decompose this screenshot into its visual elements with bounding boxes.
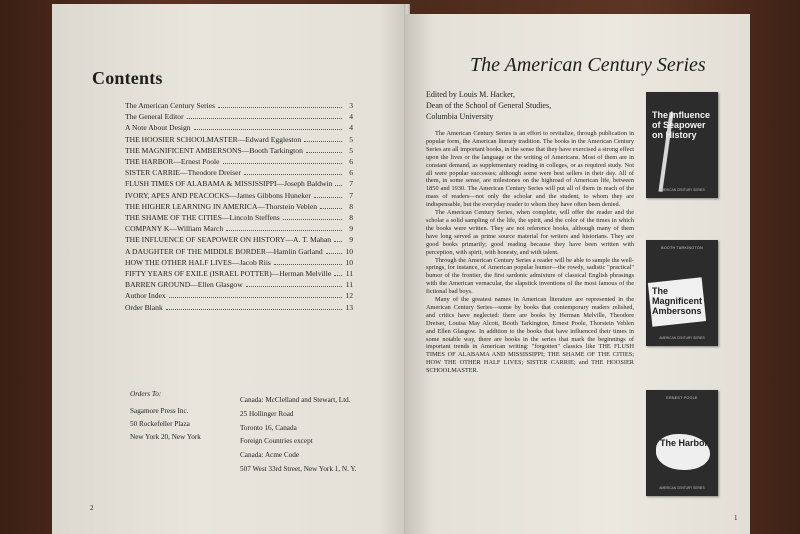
toc-entry-page: 4: [349, 123, 353, 133]
book-cover-footer: AMERICAN CENTURY SERIES: [659, 486, 705, 490]
book-cover-harbor: [646, 390, 718, 496]
toc-leader: [187, 118, 342, 119]
toc-entry-title: THE HARBOR—Ernest Poole: [125, 157, 220, 167]
toc-leader: [306, 152, 342, 153]
toc-entry: [125, 268, 353, 279]
toc-entry: [125, 212, 353, 223]
toc-entry: [125, 190, 353, 201]
toc-entry: [125, 290, 353, 301]
toc-entry: [125, 167, 353, 178]
book-cover-ambersons: [646, 240, 718, 346]
toc-entry-page: 10: [345, 246, 353, 256]
orders-block: [130, 388, 201, 444]
toc-entry-title: COMPANY K—William March: [125, 224, 224, 234]
toc-leader: [169, 297, 342, 298]
series-title: The American Century Series: [470, 54, 706, 76]
book-cover-footer: AMERICAN CENTURY SERIES: [659, 188, 705, 192]
right-page: [406, 14, 750, 534]
canada-line: 507 West 33rd Street, New York 1, N. Y.: [240, 464, 357, 473]
toc-leader: [335, 185, 342, 186]
toc-leader: [283, 219, 342, 220]
toc-entry-title: A DAUGHTER OF THE MIDDLE BORDER—Hamlin Garland: [125, 246, 323, 256]
toc-entry-page: 5: [349, 134, 353, 144]
toc-leader: [223, 163, 343, 164]
toc-leader: [246, 286, 342, 287]
toc-entry-page: 8: [349, 201, 353, 211]
toc-entry: [125, 100, 353, 111]
toc-entry-title: The American Century Series: [125, 101, 216, 110]
toc-leader: [244, 174, 342, 175]
toc-entry: [125, 234, 353, 245]
orders-line: 50 Rockefeller Plaza: [130, 420, 190, 428]
toc-leader: [334, 241, 342, 242]
toc-entry: [125, 122, 353, 133]
book-cover-author: ERNEST POOLE: [666, 396, 698, 400]
toc-entry-title: FIFTY YEARS OF EXILE (ISRAEL POTTER)—Herman Melville: [125, 269, 332, 279]
book-cover-title: The Magnificent Ambersons: [652, 286, 703, 316]
toc-entry-title: THE HOOSIER SCHOOLMASTER—Edward Eggleston: [125, 134, 302, 144]
toc-entry: [125, 302, 353, 313]
orders-line: New York 20, New York: [130, 433, 201, 441]
toc-entry-page: 5: [349, 145, 353, 155]
toc-entry-title: THE MAGNIFICENT AMBERSONS—Booth Tarkington: [125, 145, 303, 155]
editor-line: Columbia University: [426, 111, 494, 121]
toc-entry-page: 11: [345, 280, 353, 290]
toc-leader: [320, 208, 342, 209]
toc-entry: [125, 201, 353, 212]
toc-entry-page: 11: [345, 269, 353, 279]
toc-entry: [125, 257, 353, 268]
toc-entry-page: 12: [345, 291, 353, 301]
toc-entry: [125, 178, 353, 189]
toc-leader: [218, 107, 342, 108]
canada-line: Canada: Acme Code: [240, 451, 300, 460]
toc-leader: [304, 141, 342, 142]
book-cover-title: The Harbor: [660, 438, 709, 448]
book-cover-title: The Influence of Seapower on History: [652, 110, 711, 140]
toc-leader: [274, 264, 342, 265]
book-cover-footer: AMERICAN CENTURY SERIES: [659, 336, 705, 340]
orders-line: Sagamore Press Inc.: [130, 407, 189, 415]
table-of-contents: [125, 100, 353, 313]
left-page: [52, 4, 408, 534]
toc-entry-title: HOW THE OTHER HALF LIVES—Jacob Riis: [125, 257, 271, 267]
toc-entry-title: THE INFLUENCE OF SEAPOWER ON HISTORY—A. T. Mahan: [125, 235, 332, 245]
toc-entry: [125, 223, 353, 234]
book-cover-author: BOOTH TARKINGTON: [661, 246, 703, 250]
canada-address-block: [240, 394, 356, 477]
toc-entry-title: Order Blank: [125, 302, 163, 312]
toc-entry: [125, 246, 353, 257]
toc-entry: [125, 145, 353, 156]
canada-line: Canada: McClelland and Stewart, Ltd.: [240, 396, 351, 404]
toc-entry-page: 13: [345, 302, 353, 312]
toc-entry-page: 4: [349, 112, 353, 122]
toc-entry-title: A Note About Design: [125, 123, 191, 133]
right-page-number: 1: [734, 514, 738, 522]
toc-entry-page: 9: [349, 235, 353, 245]
canada-line: 25 Hollinger Road: [240, 409, 294, 418]
toc-entry-page: 8: [349, 213, 353, 223]
canada-line: Toronto 16, Canada: [240, 423, 297, 432]
toc-entry-title: SISTER CARRIE—Theodore Dreiser: [125, 168, 241, 178]
toc-leader: [226, 230, 342, 231]
editor-line: Dean of the School of General Studies,: [426, 100, 552, 110]
editor-line: Edited by Louis M. Hacker,: [426, 90, 515, 99]
body-paragraph: Through the American Century Series a reader will be able to sample the well-springs, for instance, of American popular humor—the rowdy, sadistic "practical" humor of the frontier, the first sardonic admixture of classical English phrasings with the American vernacular, the slapstick inventions of the most famous of the fictional bad boys.: [426, 256, 634, 296]
toc-entry-title: THE SHAME OF THE CITIES—Lincoln Steffens: [125, 213, 280, 223]
book-cover-seapower: [646, 92, 718, 198]
toc-entry-title: THE HIGHER LEARNING IN AMERICA—Thorstein Veblen: [125, 201, 318, 211]
toc-entry-page: 7: [349, 179, 353, 189]
toc-entry-page: 6: [349, 168, 353, 178]
toc-entry-title: FLUSH TIMES OF ALABAMA & MISSISSIPPI—Joseph Baldwin: [125, 179, 333, 189]
body-paragraph: The American Century Series, when complete, will offer the reader and the scholar a solid sampling of the life, the spirit, and the color of the times in which the books were written. They are not reference books, although many of them have long served as prime source material for writers and historians. They are good books primarily; good reading because they have been written with perception, with spirit, with honesty, and with talent.: [426, 209, 634, 256]
toc-entry: [125, 279, 353, 290]
toc-leader: [194, 129, 342, 130]
toc-entry-title: Author Index: [125, 291, 166, 301]
left-page-number: 2: [90, 504, 94, 512]
orders-label: Orders To:: [130, 390, 162, 398]
toc-entry-title: IVORY, APES AND PEACOCKS—James Gibbons Huneker: [125, 190, 311, 200]
toc-entry-page: 10: [345, 257, 353, 267]
toc-entry: [125, 134, 353, 145]
toc-entry: [125, 111, 353, 122]
toc-entry-page: 9: [349, 224, 353, 234]
toc-entry: [125, 156, 353, 167]
toc-leader: [166, 309, 342, 310]
toc-entry-page: 6: [349, 157, 353, 167]
contents-heading: Contents: [92, 68, 163, 88]
toc-entry-title: BARREN GROUND—Ellen Glasgow: [125, 280, 243, 290]
toc-leader: [326, 253, 342, 254]
toc-leader: [334, 275, 342, 276]
canada-line: Foreign Countries except: [240, 437, 313, 446]
series-description: [426, 130, 634, 375]
editor-credit: [426, 90, 551, 122]
toc-entry-title: The General Editor: [125, 112, 184, 122]
body-paragraph: The American Century Series is an effort to revitalize, through publication in popular form, the American literary tradition. The books in the American Century Series are all important books, in the sense that they have exercised a strong effect upon the lives or the language or the writing of Americans. Most of them are in constant demand, as supplementary reading in colleges, or as required study. Not all were popular successes; although some were best sellers in their day. All of them, in some sense, are milestones on the highroad of American life, between 1850 and 1930. The American Century Series will put all of them in reach of the mass of readers—not only the scholar and the student, to whom they are indispensable, but the everyday reader to whom they have often been denied.: [426, 130, 634, 209]
body-paragraph: Many of the greatest names in American literature are represented in the American Century Series—some by books that contemporary readers relished, and critics have neglected: there are books by Herman Melville, Theodore Dreiser, Louisa May Alcott, Booth Tarkington, Ernest Poole, Thorstein Veblen and Ellen Glasgow. In addition to the books that have influenced their times in some notable way, there are books in the series that mark the beginnings of important trends in American writing: "forgotten" classics like THE FLUSH TIMES OF ALABAMA AND MISSISSIPPI; THE SHAME OF THE CITIES; HOW THE OTHER HALF LIVES; SISTER CARRIE; and THE HOOSIER SCHOOLMASTER.: [426, 296, 634, 375]
toc-entry-page: 7: [349, 190, 353, 200]
toc-entry-page: 3: [349, 101, 353, 110]
toc-leader: [314, 197, 342, 198]
